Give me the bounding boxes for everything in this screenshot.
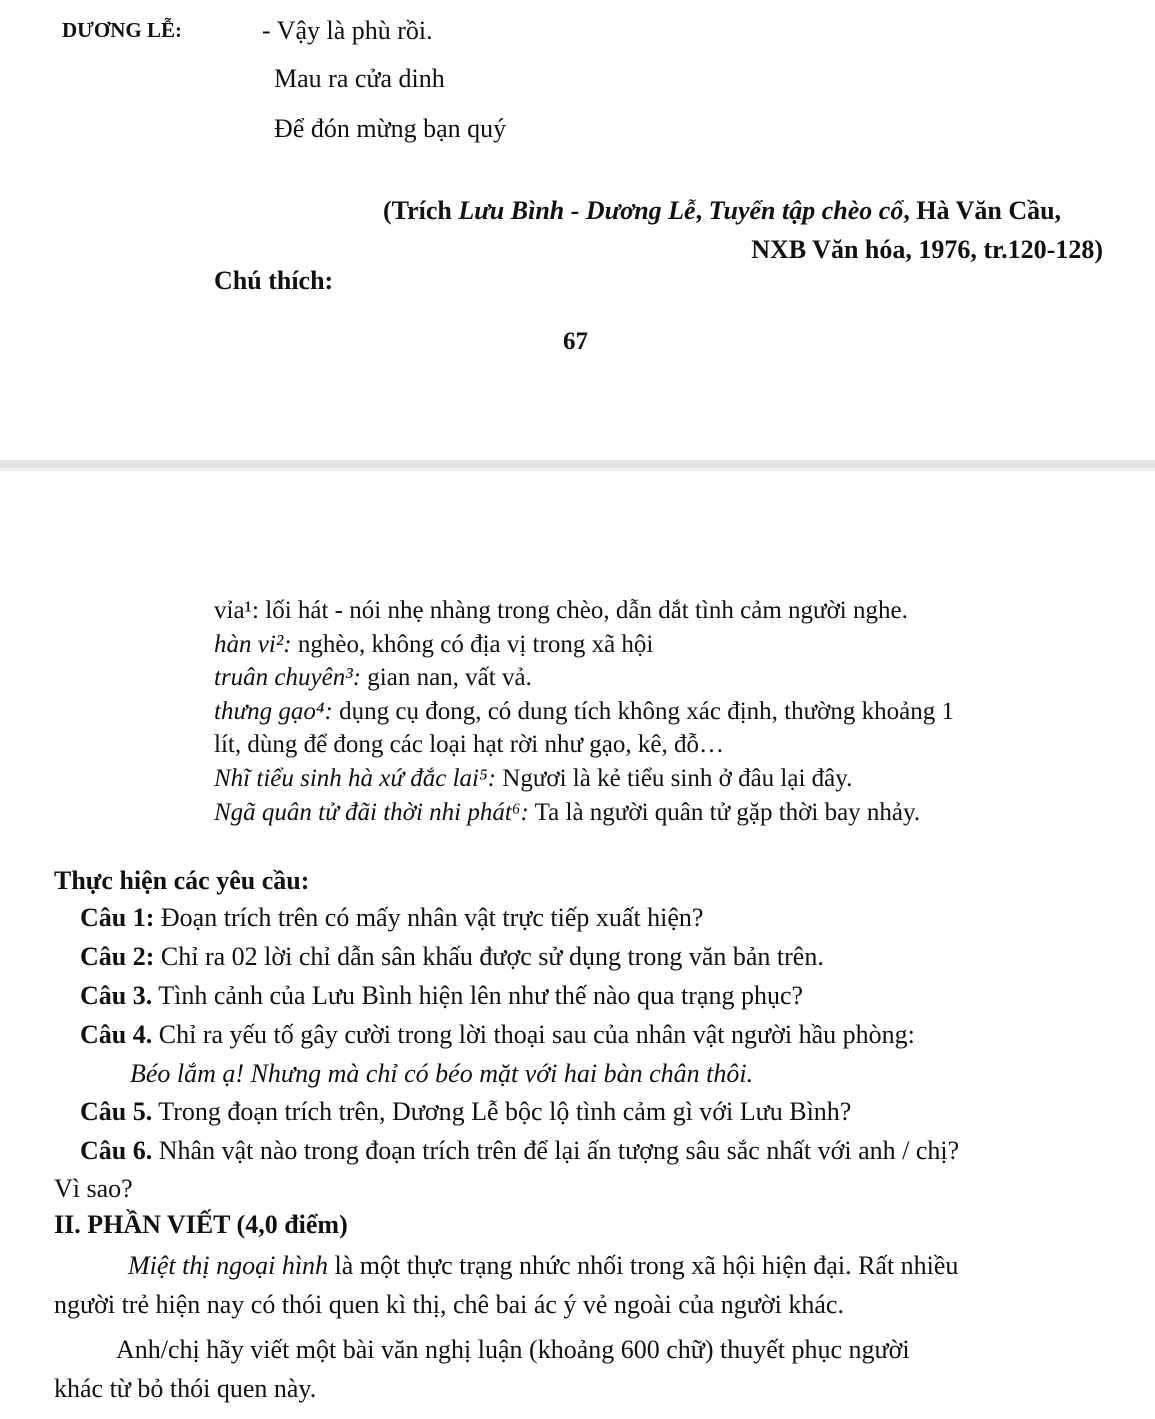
question-3: Câu 3. Tình cảnh của Lưu Bình hiện lên như thế nào qua trạng phục? (80, 981, 804, 1010)
note-item: vỉa¹: lối hát - nói nhẹ nhàng trong chèo, dẫn dắt tình cảm người nghe. (214, 597, 908, 624)
dialogue-line-2: Mau ra cửa dinh (274, 64, 445, 93)
note-item: Nhĩ tiểu sinh hà xứ đắc lai⁵: Ngươi là kẻ tiểu sinh ở đâu lại đây. (214, 765, 853, 792)
note-item-continuation: lít, dùng để đong các loại hạt rời như gạo, kê, đỗ… (214, 731, 724, 758)
source-citation-line-2: NXB Văn hóa, 1976, tr.120-128) (751, 235, 1103, 264)
notes-heading: Chú thích: (214, 266, 334, 295)
page-separator (0, 460, 1155, 468)
question-4-quote: Béo lắm ạ! Nhưng mà chỉ có béo mặt với hai bàn chân thôi. (130, 1059, 754, 1088)
writing-prompt: Anh/chị hãy viết một bài văn nghị luận (khoảng 600 chữ) thuyết phục người (116, 1335, 910, 1364)
writing-prompt-line-2: khác từ bỏ thói quen này. (54, 1374, 317, 1403)
question-1: Câu 1: Đoạn trích trên có mấy nhân vật trực tiếp xuất hiện? (80, 903, 704, 932)
writing-paragraph-1-line-2: người trẻ hiện nay có thói quen kì thị, chê bai ác ý vẻ ngoài của người khác. (54, 1290, 844, 1319)
note-item: truân chuyên³: gian nan, vất vả. (214, 664, 532, 691)
tasks-heading: Thực hiện các yêu cầu: (54, 866, 310, 895)
note-item: hàn vi²: nghèo, không có địa vị trong xã hội (214, 631, 654, 658)
writing-paragraph-1: Miệt thị ngoại hình là một thực trạng nhức nhối trong xã hội hiện đại. Rất nhiều (128, 1251, 959, 1280)
source-citation-line-1: (Trích Lưu Bình - Dương Lễ, Tuyển tập chèo cổ, Hà Văn Cầu, (383, 196, 1062, 225)
source-anthology-title: Tuyển tập chèo cổ (708, 196, 904, 225)
question-6: Câu 6. Nhân vật nào trong đoạn trích trên để lại ấn tượng sâu sắc nhất với anh / chị? (80, 1136, 960, 1165)
note-item: Ngã quân tử đãi thời nhi phát⁶: Ta là người quân tử gặp thời bay nhảy. (214, 799, 921, 826)
dialogue-line-1: - Vậy là phù rồi. (262, 16, 433, 45)
source-work-title: Lưu Bình - Dương Lễ (458, 196, 696, 225)
question-6-continuation: Vì sao? (54, 1174, 133, 1203)
writing-section-heading: II. PHẦN VIẾT (4,0 điểm) (54, 1210, 348, 1239)
question-4: Câu 4. Chỉ ra yếu tố gây cười trong lời thoại sau của nhân vật người hầu phòng: (80, 1020, 915, 1049)
page-number: 67 (563, 328, 588, 355)
question-5: Câu 5. Trong đoạn trích trên, Dương Lễ bộc lộ tình cảm gì với Lưu Bình? (80, 1097, 852, 1126)
dialogue-line-3: Để đón mừng bạn quý (274, 114, 507, 143)
question-2: Câu 2: Chỉ ra 02 lời chỉ dẫn sân khấu được sử dụng trong văn bản trên. (80, 942, 824, 971)
note-item: thưng gạo⁴: dụng cụ đong, có dung tích không xác định, thường khoảng 1 (214, 698, 954, 725)
speaker-label: DƯƠNG LỄ: (62, 18, 182, 42)
page-separator-shadow (0, 468, 1155, 471)
